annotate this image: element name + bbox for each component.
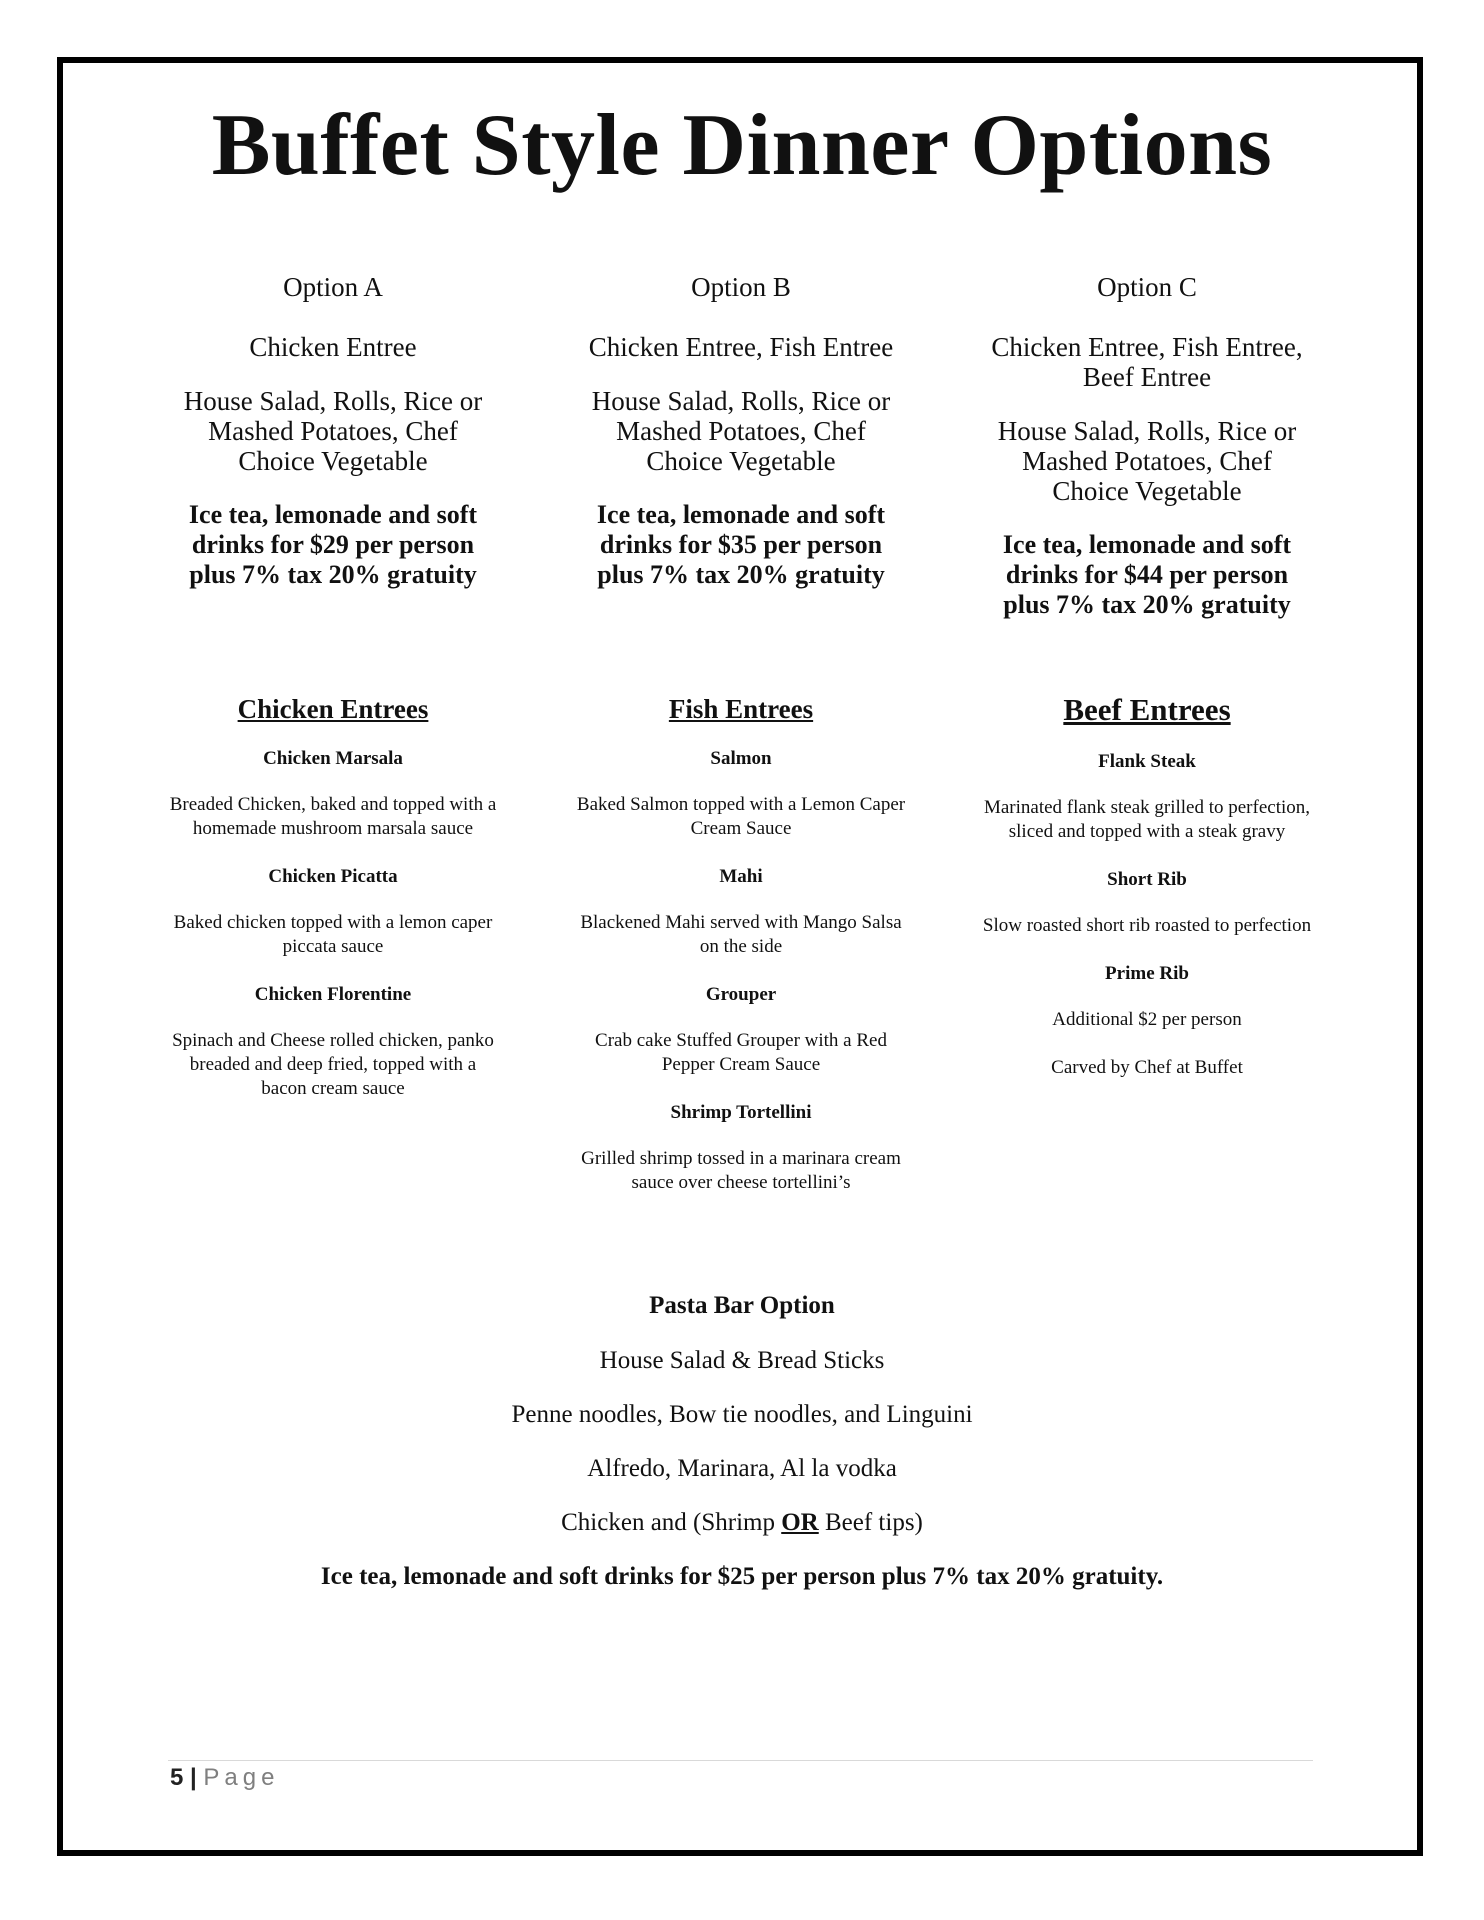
entree-name: Salmon (710, 748, 772, 769)
option-entrees: Chicken Entree, Fish Entree (588, 332, 894, 362)
option-entrees: Chicken Entree, Fish Entree, Beef Entree (991, 332, 1303, 392)
entree-name: Chicken Florentine (254, 984, 412, 1005)
beef-entrees (982, 692, 1312, 1104)
option-sides: House Salad, Rolls, Rice or Mashed Potatoes, Chef Choice Vegetable (591, 386, 891, 476)
option-sides: House Salad, Rolls, Rice or Mashed Potatoes, Chef Choice Vegetable (183, 386, 483, 476)
page-footer (170, 1764, 279, 1792)
pasta-or: OR (781, 1509, 819, 1536)
option-a (168, 272, 498, 590)
pasta-line-1-wrap (140, 1347, 1344, 1375)
option-sides: House Salad, Rolls, Rice or Mashed Potatoes, Chef Choice Vegetable (997, 416, 1297, 506)
entree-name: Chicken Marsala (263, 748, 403, 769)
option-entrees: Chicken Entree (249, 332, 417, 362)
entree-desc: Grilled shrimp tossed in a marinara cream sauce over cheese tortellini’s (581, 1148, 901, 1193)
footer-separator: | (190, 1764, 197, 1791)
pasta-line-3-wrap (140, 1455, 1344, 1483)
page-title: Buffet Style Dinner Options (211, 97, 1273, 194)
option-price: Ice tea, lemonade and soft drinks for $44 per person plus 7% tax 20% gratuity (1002, 530, 1292, 619)
pasta-bar (140, 1292, 1344, 1320)
pasta-line-4-wrap (140, 1509, 1344, 1537)
entree-desc: Blackened Mahi served with Mango Salsa on the side (580, 912, 902, 957)
entree-desc: Additional $2 per person (1052, 1009, 1242, 1030)
option-price: Ice tea, lemonade and soft drinks for $35 per person plus 7% tax 20% gratuity (596, 500, 886, 589)
footer-divider (168, 1760, 1313, 1761)
section-heading: Fish Entrees (668, 694, 814, 724)
pasta-price-wrap (140, 1563, 1344, 1591)
section-heading: Chicken Entrees (237, 694, 429, 724)
entree-name: Short Rib (1107, 869, 1187, 890)
page-number: 5 (170, 1764, 184, 1791)
entree-desc: Marinated flank steak grilled to perfection, sliced and topped with a steak gravy (983, 797, 1311, 842)
entree-note: Carved by Chef at Buffet (1051, 1057, 1243, 1078)
option-name: Option B (691, 272, 791, 302)
entree-name: Mahi (719, 866, 763, 887)
option-c (982, 272, 1312, 620)
pasta-line: Alfredo, Marinara, Al la vodka (587, 1455, 897, 1482)
entree-name: Grouper (705, 984, 777, 1005)
entree-name: Shrimp Tortellini (670, 1102, 812, 1123)
entree-name: Chicken Picatta (268, 866, 398, 887)
pasta-line: Penne noodles, Bow tie noodles, and Linguini (511, 1401, 973, 1428)
option-name: Option C (1097, 272, 1197, 302)
pasta-line: House Salad & Bread Sticks (599, 1347, 885, 1374)
option-price: Ice tea, lemonade and soft drinks for $29 per person plus 7% tax 20% gratuity (188, 500, 478, 589)
page-label: Page (203, 1764, 280, 1791)
pasta-title: Pasta Bar Option (649, 1292, 835, 1319)
pasta-price: Ice tea, lemonade and soft drinks for $25 per person plus 7% tax 20% gratuity. (320, 1563, 1164, 1590)
entree-desc: Slow roasted short rib roasted to perfection (982, 915, 1312, 936)
entree-desc: Baked Salmon topped with a Lemon Caper Cream Sauce (576, 794, 906, 839)
entree-desc: Crab cake Stuffed Grouper with a Red Pepper Cream Sauce (595, 1030, 887, 1075)
section-heading: Beef Entrees (1063, 692, 1231, 727)
pasta-line-4-b: Beef tips) (818, 1509, 923, 1536)
option-b (576, 272, 906, 590)
option-name: Option A (283, 272, 383, 302)
entree-name: Prime Rib (1105, 963, 1189, 984)
pasta-line-4-a: Chicken and (Shrimp (561, 1509, 782, 1536)
pasta-line-2-wrap (140, 1401, 1344, 1429)
fish-entrees (576, 694, 906, 1219)
entree-desc: Breaded Chicken, baked and topped with a homemade mushroom marsala sauce (169, 794, 497, 839)
entree-name: Flank Steak (1098, 751, 1196, 772)
pasta-line (140, 1509, 1344, 1537)
entree-desc: Spinach and Cheese rolled chicken, panko breaded and deep fried, topped with a bacon cream sauce (172, 1030, 494, 1099)
entree-desc: Baked chicken topped with a lemon caper piccata sauce (173, 912, 493, 957)
chicken-entrees (168, 694, 498, 1125)
